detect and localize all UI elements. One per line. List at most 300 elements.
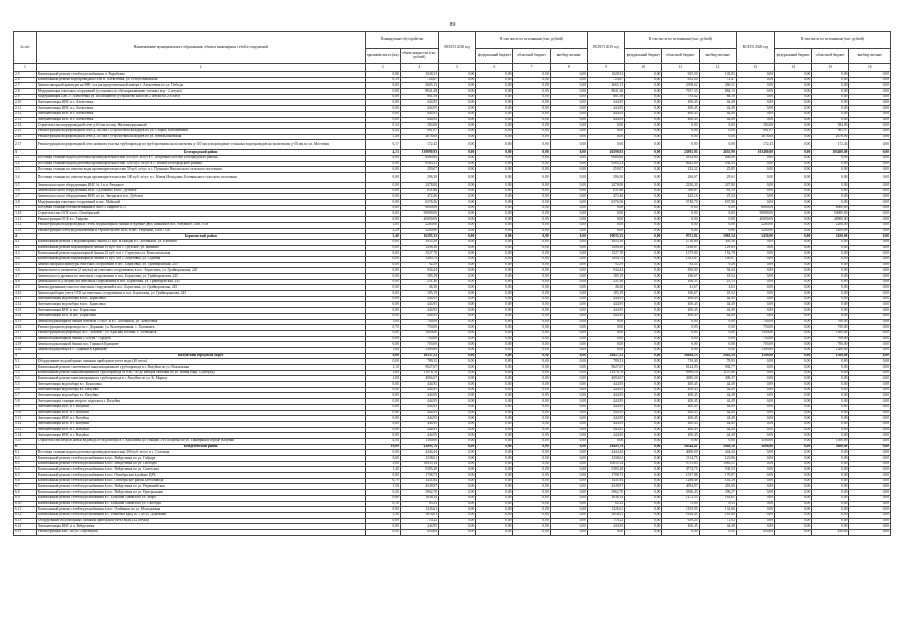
amount-cell: 0,00 [439, 461, 476, 467]
amount-cell: 18,52 [699, 291, 736, 297]
object-name: Капитальный ремонт водонапорной башни 15 куб. м в с. Грузское, ул. Иванова [36, 245, 365, 251]
row-number: 6.10 [14, 501, 37, 507]
object-name: Поставка станции по очистке воды производительностью 50 куб. м/сут. в с. Пушкино Никольского сельского поселения [36, 167, 365, 173]
amount-cell: 0,00 [625, 111, 662, 117]
amount-cell: 185,19 [587, 274, 624, 280]
amount-cell: 0,00 [439, 512, 476, 518]
amount-cell: 0,00 [775, 117, 812, 123]
amount-cell: 0,00 [439, 296, 476, 302]
amount-cell: 444,95 [587, 416, 624, 422]
amount-cell: 981,97 [812, 128, 849, 134]
amount-cell: 0,00 [476, 167, 513, 173]
row-number: 4.20 [14, 347, 37, 353]
amount-cell: 400,45 [662, 399, 699, 405]
amount-cell: 0,00 [550, 444, 587, 450]
amount-cell: 0,00 [587, 217, 624, 223]
amount-cell: 400,45 [662, 421, 699, 427]
amount-cell: 1296,30 [587, 245, 624, 251]
object-name: Поставка станции обезжелезивания в МКР «Таврово-6,7» [36, 205, 365, 211]
amount-cell: 0,00 [476, 467, 513, 473]
object-name: Поставка станции водоподготовки производительностью 200 куб. м/сут. в с. Солонцы [36, 450, 365, 456]
amount-cell: 0,00 [476, 461, 513, 467]
amount-cell: 0,00 [513, 387, 550, 393]
row-number: 3.9 [14, 205, 37, 211]
amount-cell: 0,00 [365, 342, 400, 348]
amount-cell: 710,22 [400, 518, 438, 524]
amount-cell: 0,00 [699, 222, 736, 228]
row-number: 6.5 [14, 473, 37, 479]
row-number: 4.6 [14, 268, 37, 274]
amount-cell: 0,00 [849, 262, 891, 268]
row-number: 4.10 [14, 291, 37, 297]
amount-cell: 724,67 [400, 77, 438, 83]
amount-cell: 1500,00 [736, 438, 774, 444]
amount-cell: 631,86 [400, 188, 438, 194]
object-name: Капитальный ремонт сетей водоснабжения в с. Большие Липяги по ул. Свободы [36, 501, 365, 507]
amount-cell: 0,00 [439, 507, 476, 513]
header-length: протяжён-ность (км) [365, 49, 400, 64]
amount-cell: 0,00 [812, 89, 849, 95]
amount-cell: 1300,00 [400, 347, 438, 353]
amount-cell: 0,00 [550, 94, 587, 100]
amount-cell: 26599,93 [587, 150, 624, 156]
amount-cell: 0,00 [513, 507, 550, 513]
amount-cell: 0,00 [736, 239, 774, 245]
amount-cell: 902,77 [699, 365, 736, 371]
amount-cell: 231,48 [587, 279, 624, 285]
amount-cell: 444,95 [400, 313, 438, 319]
amount-cell: 0,00 [849, 313, 891, 319]
amount-cell: 0,00 [625, 72, 662, 78]
amount-cell: 1238,61 [400, 456, 438, 462]
amount-cell: 0,00 [736, 473, 774, 479]
amount-cell: 0,00 [550, 251, 587, 257]
amount-cell: 0,00 [812, 365, 849, 371]
row-number: 3.4 [14, 173, 37, 183]
amount-cell: 0,00 [513, 239, 550, 245]
object-name: Автоматизация КНС в г. Валуйки [36, 416, 365, 422]
amount-cell: 0,00 [625, 444, 662, 450]
row-number: 5.2 [14, 365, 37, 371]
row-number: 3.3 [14, 167, 37, 173]
amount-cell: 0,00 [365, 183, 400, 189]
amount-cell: 472,40 [587, 194, 624, 200]
amount-cell: 0,00 [736, 268, 774, 274]
amount-cell: 0,00 [513, 529, 550, 535]
amount-cell: 444,95 [587, 427, 624, 433]
amount-cell: 0,00 [625, 77, 662, 83]
amount-cell: 92,59 [400, 262, 438, 268]
amount-cell: 0,00 [550, 518, 587, 524]
amount-cell: 0,00 [775, 524, 812, 530]
amount-cell: 0,00 [775, 245, 812, 251]
amount-cell: 0,00 [775, 347, 812, 353]
amount-cell: 0,00 [736, 359, 774, 365]
amount-cell: 172,43 [736, 140, 774, 150]
row-number: 2.5 [14, 72, 37, 78]
header-federal-2018: федеральный бюджет [476, 49, 513, 64]
object-name: Капитальный ремонт сетей водоснабжения в пос. Вейделевка по ул. Советская [36, 467, 365, 473]
amount-cell: 0,00 [365, 416, 400, 422]
amount-cell: 247,80 [699, 183, 736, 189]
row-number: 2.11 [14, 106, 37, 112]
amount-cell: 1,00 [365, 347, 400, 353]
amount-cell: 0,00 [439, 123, 476, 129]
amount-cell: 450,00 [812, 529, 849, 535]
amount-cell: 0,00 [775, 393, 812, 399]
amount-cell: 0,00 [550, 140, 587, 150]
object-name: Валуйский городской округ [36, 353, 365, 359]
amount-cell: 0,00 [550, 365, 587, 371]
amount-cell: 305,56 [699, 239, 736, 245]
amount-cell: 166,67 [662, 291, 699, 297]
amount-cell: 0,00 [439, 456, 476, 462]
amount-cell: 9751,63 [662, 461, 699, 467]
amount-cell: 0,00 [513, 211, 550, 217]
amount-cell: 0,00 [849, 94, 891, 100]
amount-cell: 444,95 [400, 393, 438, 399]
amount-cell: 750,00 [812, 325, 849, 331]
amount-cell: 0,00 [775, 183, 812, 189]
amount-cell: 0,00 [812, 194, 849, 200]
amount-cell: 3600,00 [736, 444, 774, 450]
amount-cell: 0,00 [476, 450, 513, 456]
amount-cell: 1,50 [365, 484, 400, 490]
amount-cell: 50000,00 [736, 211, 774, 217]
amount-cell: 0,00 [736, 501, 774, 507]
amount-cell: 6000,00 [400, 205, 438, 211]
amount-cell: 0,00 [365, 336, 400, 342]
amount-cell: 0,00 [476, 291, 513, 297]
row-number: 4.2 [14, 245, 37, 251]
amount-cell: 0,00 [439, 72, 476, 78]
amount-cell: 0,00 [625, 279, 662, 285]
amount-cell: 1000,00 [400, 330, 438, 336]
amount-cell: 44,49 [699, 302, 736, 308]
amount-cell: 0,00 [775, 100, 812, 106]
amount-cell: 0,00 [625, 461, 662, 467]
amount-cell: 0,00 [775, 150, 812, 156]
amount-cell: 700,00 [400, 319, 438, 325]
row-number: 5.3 [14, 370, 37, 376]
amount-cell: 0,00 [513, 228, 550, 234]
amount-cell: 0,00 [625, 155, 662, 161]
row-number: 3.2 [14, 161, 37, 167]
amount-cell: 710,40 [662, 359, 699, 365]
amount-cell: 981,97 [736, 128, 774, 134]
object-name: Реконструкция сетей водоснабжения и строительство КНС в пос. Разумное, ПМС-138 [36, 228, 365, 234]
amount-cell: 0,00 [550, 262, 587, 268]
amount-cell: 0,00 [775, 205, 812, 211]
amount-cell: 0,00 [849, 359, 891, 365]
amount-cell: 444,95 [587, 296, 624, 302]
amount-cell: 0,00 [775, 228, 812, 234]
amount-cell: 444,95 [400, 117, 438, 123]
amount-cell: 0,00 [812, 268, 849, 274]
amount-cell: 0,00 [625, 228, 662, 234]
amount-cell: 0,00 [476, 268, 513, 274]
amount-cell: 1,00 [365, 376, 400, 382]
amount-cell: 0,00 [736, 200, 774, 206]
amount-cell: 0,00 [439, 222, 476, 228]
amount-cell: 0,00 [849, 188, 891, 194]
amount-cell: 0,00 [476, 382, 513, 388]
amount-cell: 259,07 [587, 167, 624, 173]
header-total-2018: ВСЕГО 2018 год [439, 32, 476, 64]
row-number: 3.7 [14, 194, 37, 200]
amount-cell: 0,00 [812, 524, 849, 530]
amount-cell: 1500,00 [736, 353, 774, 359]
amount-cell: 0,00 [736, 512, 774, 518]
amount-cell: 0,50 [365, 490, 400, 496]
amount-cell: 0,00 [625, 89, 662, 95]
amount-cell: 400,45 [662, 433, 699, 439]
amount-cell: 0,00 [662, 319, 699, 325]
amount-cell: 444,95 [400, 524, 438, 530]
amount-cell: 0,00 [439, 285, 476, 291]
amount-cell: 0,00 [550, 393, 587, 399]
amount-cell: 0,00 [439, 438, 476, 444]
amount-cell: 0,00 [550, 359, 587, 365]
amount-cell: 0,00 [849, 444, 891, 450]
row-number: 3 [14, 150, 37, 156]
object-name: Замена насосного оборудования КНС № 1 в п. Разумное [36, 183, 365, 189]
object-name: Замена водопровода в с. Сединки в Кравцове [36, 347, 365, 353]
amount-cell: 0,00 [812, 285, 849, 291]
amount-cell: 0,00 [812, 490, 849, 496]
amount-cell: 0,00 [513, 222, 550, 228]
amount-cell: 0,00 [849, 234, 891, 240]
amount-cell: 0,00 [775, 274, 812, 280]
amount-cell: 0,00 [439, 150, 476, 156]
amount-cell: 0,00 [365, 217, 400, 223]
amount-cell: 0,00 [812, 291, 849, 297]
amount-cell: 0,00 [775, 296, 812, 302]
amount-cell: 0,00 [365, 399, 400, 405]
amount-cell: 0,00 [513, 200, 550, 206]
amount-cell: 41,67 [662, 285, 699, 291]
amount-cell: 0,00 [513, 173, 550, 183]
amount-cell: 0,00 [849, 302, 891, 308]
amount-cell: 444,95 [587, 106, 624, 112]
amount-cell: 0,00 [699, 205, 736, 211]
amount-cell: 0,00 [476, 245, 513, 251]
amount-cell: 172,43 [400, 140, 438, 150]
amount-cell: 0,00 [365, 106, 400, 112]
amount-cell: 0,00 [699, 529, 736, 535]
amount-cell: 444,95 [400, 399, 438, 405]
amount-cell: 5200,00 [736, 228, 774, 234]
amount-cell: 3685,20 [662, 376, 699, 382]
amount-cell: 0,00 [476, 359, 513, 365]
amount-cell: 0,88 [365, 72, 400, 78]
amount-cell: 0,00 [849, 524, 891, 530]
amount-cell: 0,00 [775, 473, 812, 479]
amount-cell: 0,00 [625, 507, 662, 513]
amount-cell: 0,00 [849, 473, 891, 479]
amount-cell: 0,00 [812, 239, 849, 245]
object-name: Автоматизация водозабора в г. Валуйки [36, 387, 365, 393]
object-name: Борисовский район [36, 234, 365, 240]
amount-cell: 0,00 [365, 421, 400, 427]
object-name: Замена насосного оборудования КНС по ул. Звездная в пос. Дубовое [36, 194, 365, 200]
amount-cell: 0,00 [625, 410, 662, 416]
amount-cell: 0,00 [625, 291, 662, 297]
amount-cell: 444,95 [587, 421, 624, 427]
object-name: Замена насосного оборудования КНС «Дзолкин» в пос. Дубовое [36, 188, 365, 194]
amount-cell: 0,00 [550, 347, 587, 353]
amount-cell: 0,00 [625, 330, 662, 336]
amount-cell: 0,00 [699, 347, 736, 353]
amount-cell: 0,00 [775, 319, 812, 325]
amount-cell: 0,00 [849, 376, 891, 382]
amount-cell: 44,49 [699, 387, 736, 393]
object-name: Поставка станции водоподготовки производительностью 1200 куб. м/сут в с. Репное Белгородского района [36, 161, 365, 167]
object-name: Капитальный ремонт сетей водоснабжения в пос. Октябрьское район хлебозавода [36, 478, 365, 484]
amount-cell: 0,00 [550, 484, 587, 490]
amount-cell: 9027,67 [587, 365, 624, 371]
amount-cell: 0,00 [812, 467, 849, 473]
object-name: Замена водонапорной башни объемом 15 куб. м в с. Хотмыжск, ул. Хомутовка [36, 319, 365, 325]
column-number: 15 [812, 64, 849, 72]
object-name: Автоматизация водозабора в пос. Борисовка [36, 302, 365, 308]
amount-cell: 0,00 [439, 336, 476, 342]
amount-cell: 0,00 [849, 161, 891, 167]
amount-cell: 0,00 [812, 404, 849, 410]
amount-cell: 0,00 [775, 268, 812, 274]
amount-cell: 0,70 [365, 478, 400, 484]
amount-cell: 646,00 [699, 155, 736, 161]
amount-cell: 0,00 [775, 302, 812, 308]
amount-cell: 0,00 [849, 342, 891, 348]
amount-cell: 0,00 [439, 167, 476, 173]
amount-cell: 0,00 [365, 239, 400, 245]
amount-cell: 181,60 [699, 512, 736, 518]
amount-cell: 0,00 [550, 490, 587, 496]
amount-cell: 0,00 [550, 370, 587, 376]
amount-cell: 0,00 [476, 134, 513, 140]
amount-cell: 0,00 [513, 461, 550, 467]
amount-cell: 0,00 [476, 427, 513, 433]
amount-cell: 0,00 [849, 251, 891, 257]
amount-cell: 0,00 [625, 484, 662, 490]
amount-cell: 0,00 [550, 427, 587, 433]
amount-cell: 0,00 [736, 387, 774, 393]
amount-cell: 0,00 [849, 200, 891, 206]
amount-cell: 0,00 [439, 173, 476, 183]
amount-cell: 884,15 [699, 89, 736, 95]
amount-cell: 0,00 [625, 478, 662, 484]
amount-cell: 0,00 [736, 393, 774, 399]
amount-cell: 0,00 [662, 228, 699, 234]
amount-cell: 0,00 [849, 365, 891, 371]
amount-cell: 44,49 [699, 524, 736, 530]
amount-cell: 0,00 [812, 302, 849, 308]
amount-cell: 0,00 [439, 161, 476, 167]
amount-cell: 0,00 [812, 308, 849, 314]
amount-cell: 0,00 [476, 161, 513, 167]
amount-cell: 0,00 [775, 308, 812, 314]
amount-cell: 0,00 [625, 167, 662, 173]
amount-cell: 0,00 [812, 296, 849, 302]
amount-cell: 5200,00 [812, 228, 849, 234]
amount-cell: 0,00 [439, 330, 476, 336]
object-name: Замена запорной арматуры на ВНС и в распределительной камере г. Алексеевка по ул. Победы [36, 83, 365, 89]
amount-cell: 0,00 [550, 473, 587, 479]
row-number: 4.8 [14, 279, 37, 285]
amount-cell: 6000,00 [736, 205, 774, 211]
amount-cell: 0,00 [587, 330, 624, 336]
amount-cell: 92,59 [587, 262, 624, 268]
amount-cell: 0,00 [550, 495, 587, 501]
amount-cell: 0,00 [550, 313, 587, 319]
amount-cell: 1341,67 [662, 256, 699, 262]
amount-cell: 0,00 [849, 123, 891, 129]
amount-cell: 0,00 [513, 167, 550, 173]
amount-cell: 0,00 [476, 353, 513, 359]
amount-cell: 0,00 [513, 370, 550, 376]
row-number: 3.12 [14, 222, 37, 228]
amount-cell: 0,00 [587, 123, 624, 129]
amount-cell: 102,83 [699, 72, 736, 78]
row-number: 5.12 [14, 421, 37, 427]
amount-cell: 0,00 [812, 167, 849, 173]
amount-cell: 0,00 [736, 302, 774, 308]
amount-cell: 0,00 [365, 302, 400, 308]
amount-cell: 0,00 [365, 94, 400, 100]
table-row [14, 529, 891, 535]
object-name: Автоматизация КНС в г. Валуйки [36, 410, 365, 416]
amount-cell: 0,00 [550, 512, 587, 518]
amount-cell: 400,45 [662, 416, 699, 422]
amount-cell: 88,16 [699, 94, 736, 100]
amount-cell: 0,00 [513, 336, 550, 342]
amount-cell: 0,00 [439, 399, 476, 405]
row-number: 5.14 [14, 433, 37, 439]
amount-cell: 0,00 [550, 89, 587, 95]
amount-cell: 1816,01 [587, 512, 624, 518]
amount-cell: 0,00 [550, 111, 587, 117]
column-number: 4 [400, 64, 438, 72]
amount-cell: 444,95 [400, 296, 438, 302]
amount-cell: 0,00 [439, 279, 476, 285]
amount-cell: 0,00 [476, 140, 513, 150]
amount-cell: 0,00 [699, 438, 736, 444]
amount-cell: 0,00 [476, 123, 513, 129]
amount-cell: 0,00 [625, 421, 662, 427]
amount-cell: 0,00 [476, 106, 513, 112]
amount-cell: 0,00 [625, 512, 662, 518]
amount-cell: 0,00 [513, 353, 550, 359]
object-name: Реконструкция водопроводной сети заменою участка трубопровода по труб протяжен на полиэтилен д-110 мм и водопадение стальных водопроводов на полиэтилен д-50 мм по ул. Мостовая [36, 140, 365, 150]
row-number: 6.9 [14, 495, 37, 501]
amount-cell: 44,49 [699, 404, 736, 410]
amount-cell: 0,00 [812, 387, 849, 393]
amount-cell: 0,00 [439, 239, 476, 245]
amount-cell: 0,00 [775, 313, 812, 319]
row-number: 6.13 [14, 518, 37, 524]
amount-cell: 0,00 [736, 106, 774, 112]
row-number: 4.19 [14, 342, 37, 348]
amount-cell: 0,00 [476, 399, 513, 405]
amount-cell: 0,00 [736, 404, 774, 410]
amount-cell: 0,00 [849, 239, 891, 245]
amount-cell: 8841,48 [587, 89, 624, 95]
amount-cell: 0,00 [439, 376, 476, 382]
amount-cell: 0,00 [365, 89, 400, 95]
amount-cell: 0,00 [476, 342, 513, 348]
row-number: 4.11 [14, 296, 37, 302]
